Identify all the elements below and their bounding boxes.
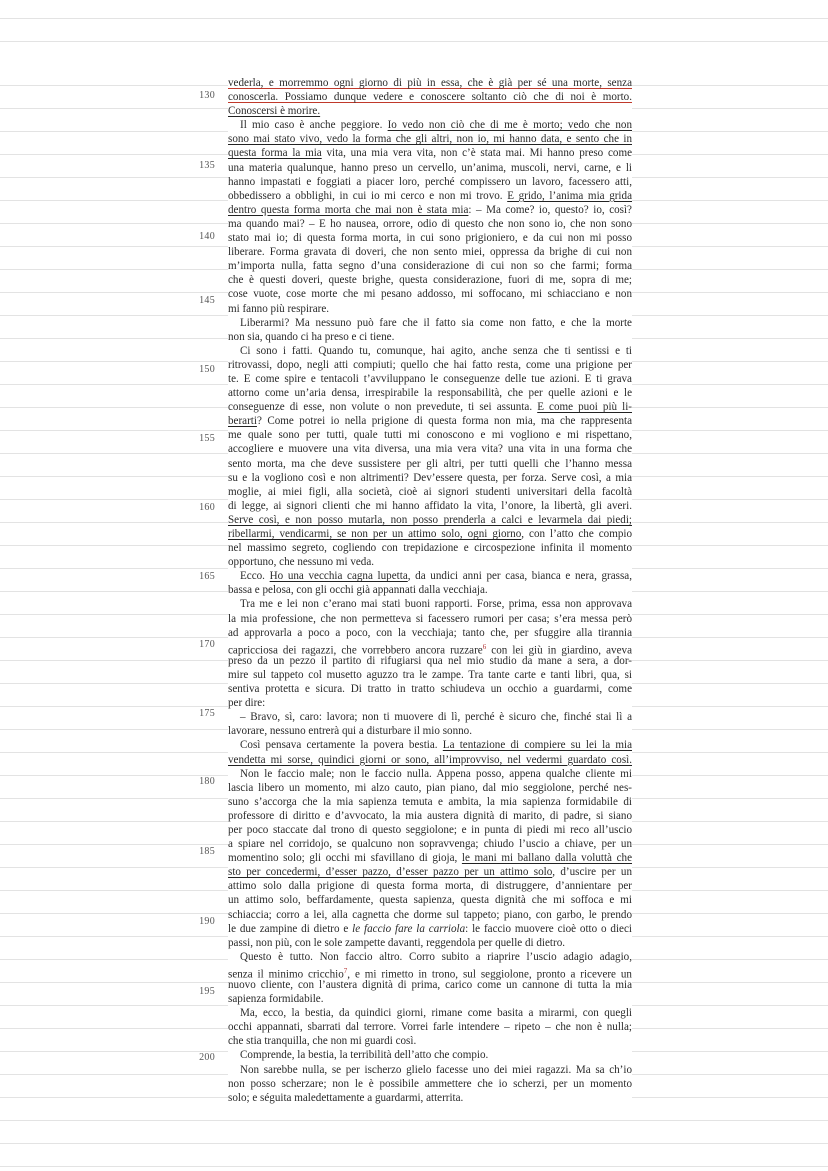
line-number-135: 135 [199,160,215,171]
text-line [228,104,632,118]
text-line: Liberarmi? Ma nessuno può fare che il fatto sia come non fatto, e che la morte [240,316,632,329]
text-line: ad approvarla a poco a poco, con la vecchiaja; tanto che, per sfuggire alla tirannia [228,626,632,639]
text-line: moglie, ai miei figli, alla società, cioè ai signori studenti universitari della facoltà [228,485,632,498]
text-line: lavorare, nessuno entrerà qui a disturbare il mio sonno. [228,725,472,738]
text-line: conseguenze di esse, non volute o non prevedute, ti sei assunta. E come puoi più li- [228,401,632,414]
text-line [228,90,632,104]
text-line: ma quando mai? – E ho nausea, orrore, odio di questo che non sono io, che non sono [228,217,632,230]
text-line: lascia libero un momento, mi alzo cauto, pian piano, dal mio seggiolone, perché nes- [228,781,632,794]
text-line: Non sarebbe nulla, se per ischerzo glielo facesse uno dei miei ragazzi. Ma sa ch’io [240,1063,632,1076]
line-number-140: 140 [199,231,215,242]
text-line: schiaccia; corro a lei, alla cagnetta che dorme sul tappeto; piano, con garbo, le prendo [228,908,632,921]
text-line: liberare. Forma gravata di doveri, che non sento miei, oppressa da brighe di cui non [228,246,632,259]
text-line: questa forma la mia vita, una mia vera vita, non c’è stata mai. Mi hanno preso come [228,147,632,160]
italic-phrase: le faccio fare la carriola [352,922,466,935]
annotation-underline: berarti [228,415,257,428]
text-line: per poco staccate dal trono di questo seggiolone; e in punta di piedi mi reco all’uscio [228,823,632,836]
text-line: mi fanno più respirare. [228,302,330,315]
text-line: me quale sono per tutti, quale tutti mi conoscono e mi vogliono e mi rispettano, [228,429,632,442]
annotation-underline: Serve così, e non posso mutarla, non posso prenderla a calci e levarmela dai piedi; [228,513,632,526]
annotation-underline: ribellarmi, vendicarmi, se non per un attimo solo, ogni giorno [228,528,522,540]
text-line: Il mio caso è anche peggiore. Io vedo non ciò che di me è morto; vedo che non [240,119,632,132]
text-line: non sia, quando ci ha preso e ci tiene. [228,330,395,343]
text-line: Comprende, la bestia, la terribilità dell’atto che compio. [240,1049,489,1062]
text-line: sapienza formidabile. [228,993,324,1006]
text-line: Questo è tutto. Non faccio altro. Corro subito a riaprire l’uscio adagio adagio, [240,950,632,963]
text-line: suno s’accorga che la mia sapienza temuta e ambita, la mia sapienza formidabile di [228,795,632,808]
text-line: la mia professione, che non permetteva si facessero rumori per casa; s’era messa però [228,612,632,625]
text-line: Ci sono i fatti. Quando tu, comunque, hai agito, anche senza che ti sentissi e ti [240,344,632,357]
text-line: dentro questa forma morta che mai non è stata mia: – Ma come? io, questo? io, così? [228,203,632,216]
annotation-underline-red: vederla, e morremmo ogni giorno di più in essa, che è già per sé una morte, senza [228,77,632,89]
text-line: una materia qualunque, hanno preso un cervello, un’anima, muscoli, nervi, carne, e li [228,161,632,174]
text-line: cose vuote, cose morte che mi pesano addosso, mi soffocano, mi schiacciano e non [228,288,632,301]
annotation-underline: vendetta mi sorse, quindici giorni or sono, all’improvviso, nel vedermi guardato così. [228,753,632,766]
text-line: occhi appannati, sbarrati dal terrore. Vorrei farle intendere – ripeto – che non è nulla; [228,1021,632,1034]
annotation-underline: Ho una vecchia cagna lupetta [269,570,408,583]
line-number-180: 180 [199,776,215,787]
line-number-190: 190 [199,916,215,927]
text-line: ritrovassi, dopo, negli atti compiuti; quello che hai fatto resta, come una prigione per [228,358,632,371]
line-number-155: 155 [199,433,215,444]
text-line: non posso scherzare; non le è possibile ammettere che io scherzi, per un momento [228,1077,632,1090]
annotation-underline: le mani mi ballano dalla voluttà che [461,852,632,865]
footnote-marker[interactable]: 7 [343,966,348,975]
text-line: che è questi doveri, queste brighe, questa considerazione, fuori di me, sopra di me; [228,274,632,287]
text-line: solo; e séguita maledettamente a guardarmi, atterrita. [228,1091,464,1104]
line-number-130: 130 [199,90,215,101]
text-line [228,753,632,767]
line-number-160: 160 [199,502,215,513]
text-line: sento morta, ma che deve sussistere per gli altri, per tutti quelli che l’hanno messa [228,457,632,470]
text-line: che stia tranquilla, che non mi guardi così. [228,1035,417,1048]
text-line: passi, non più, con le sole zampette davanti, reggendola per quelle di dietro. [228,936,566,949]
text-line: Tra me e lei non c’erano mai stati buoni rapporti. Forse, prima, essa non approvava [240,598,632,611]
footnote-marker[interactable]: 6 [482,642,487,651]
annotation-underline: Io vedo non ciò che di me è morto; vedo che non [387,119,632,132]
text-line [228,76,632,90]
text-line: opportuno, che nessuno mi veda. [228,556,375,569]
text-line [228,513,632,527]
line-number-195: 195 [199,986,215,997]
text-line: Ecco. Ho una vecchia cagna lupetta, da undici anni per casa, bianca e nera, grassa, [240,570,632,583]
text-line: senza il minimo cricchio$^7$, e mi rimetto in trono, sul seggiolone, pronto a ricevere un [228,966,632,981]
text-line: sentiva protetta e sicura. Di tratto in tratto schiudeva un occhio a guardarmi, come [228,683,632,696]
text-line: ribellarmi, vendicarmi, se non per un attimo solo, ogni giorno, con l’atto che compio [228,528,632,540]
text-line: te. E come spire e tentacoli t’avviluppano le conseguenze delle tue azioni. E ti grava [228,372,632,385]
annotation-underline: E come puoi più li- [537,401,632,414]
text-line [228,132,632,146]
line-number-175: 175 [199,708,215,719]
text-line: momentino solo; gli occhi mi sfavillano di gioja, le mani mi ballano dalla voluttà che [228,852,632,865]
text-line: Non le faccio male; non le faccio nulla. Appena posso, appena qualche cliente mi [240,767,632,780]
text-line: Così pensava certamente la povera bestia. La tentazione di compiere su lei la mia [240,739,632,752]
line-number-150: 150 [199,364,215,375]
text-line: di legge, ai signori clienti che mi hanno affidato la vita, l’onore, la libertà, gli averi. [228,499,632,512]
text-line: capricciosa dei ragazzi, che vorrebbero ancora ruzzare$^6$ con lei giù in giardino, aveva [228,642,632,657]
text-line: stato mai io; di questa forma morta, in cui sono prigioniero, e da cui non mi posso [228,232,632,245]
annotation-underline: E grido, l’anima mia grida [507,189,632,202]
text-line: su e la vogliono così e non altrimenti? Dev’essere questa, per forza. Serve così, a mia [228,471,632,484]
text-line: m’importa nulla, fatta segno d’una considerazione di cui non so che farmi; forma [228,260,632,273]
text-line: per dire: [228,697,266,710]
text-line: attimo solo dalla prigione di questa forma morta, di distruggere, d’annientare per [228,880,632,893]
text-line: bassa e pelosa, con gli occhi già appannati dalla vecchiaja. [228,584,488,597]
text-line: Ma, ecco, la bestia, da quindici giorni, rimane come basita a mirarmi, con quegli [240,1007,632,1020]
text-line: preso da un pezzo il partito di rifugiarsi qua nel mio studio da mane a sera, a dor- [228,654,632,667]
text-line: mire sul tappeto col musetto aguzzo tra le zampe. Tra tante carte e tanti libri, qua, si [228,668,632,681]
text-line: accogliere e muovere una vita diversa, una mia vera vita? una vita in una forma che [228,443,632,456]
annotation-underline: Conoscersi è morire. [228,105,321,118]
text-line: un attimo solo, beffardamente, questa sapienza, questa dignità che mi soffoca e mi [228,894,632,907]
annotation-underline: sto per concedermi, d’esser pazzo, d’esser pazzo per un attimo solo [228,866,553,879]
body-text [228,76,632,1107]
text-line: obbedissero a obblighi, in cui io mi cerco e non mi trovo. E grido, l’anima mia grida [228,189,632,202]
line-number-145: 145 [199,295,215,306]
text-line: hanno impastati e foggiati a piacer loro, perché compissero un lavoro, facessero atti, [228,175,632,188]
text-line: – Bravo, sì, caro: lavora; non ti muovere di lì, perché è sicuro che, finché stai lì a [240,711,632,724]
line-number-165: 165 [199,571,215,582]
text-line: attorno come un’aria densa, irrespirabile la responsabilità, che per quelle azioni e le [228,387,632,400]
annotation-underline: questa forma la mia [228,147,322,160]
text-line: nel massimo segreto, cogliendo con trepidazione e circospezione infinita il momento [228,542,632,555]
annotation-underline: La tentazione di compiere su lei la mia [442,739,632,752]
text-line: sto per concedermi, d’esser pazzo, d’esser pazzo per un attimo solo, d’uscire per un [228,866,632,879]
annotation-underline-red: conoscerla. Possiamo dunque vedere e conoscere soltanto ciò che di noi è morto. [228,91,632,104]
line-number-185: 185 [199,846,215,857]
text-line: a spiare nel corridojo, se qualcuno non sopravvenga; chiudo l’uscio a chiave, per un [228,838,632,851]
text-line: nuovo cliente, con l’austera dignità di prima, carico come un cannone di tutta la mia [228,979,632,991]
text-line: le due zampine di dietro e le faccio fare la carriola: le faccio muovere cioè otto o dieci [228,922,632,935]
annotation-underline: dentro questa forma morta che mai non è stata mia [228,203,469,216]
line-number-200: 200 [199,1052,215,1063]
annotation-underline: sono mai stato vivo, vedo la forma che gli altri, non io, mi hanno data, e sento che in [228,133,632,146]
line-number-170: 170 [199,639,215,650]
text-line: berarti? Come potrei io nella prigione di questa forma non mia, ma che rappresenta [228,415,632,428]
text-line: professore di diritto e d’avvocato, la mia austera dignità di marito, di padre, si siano [228,809,632,822]
